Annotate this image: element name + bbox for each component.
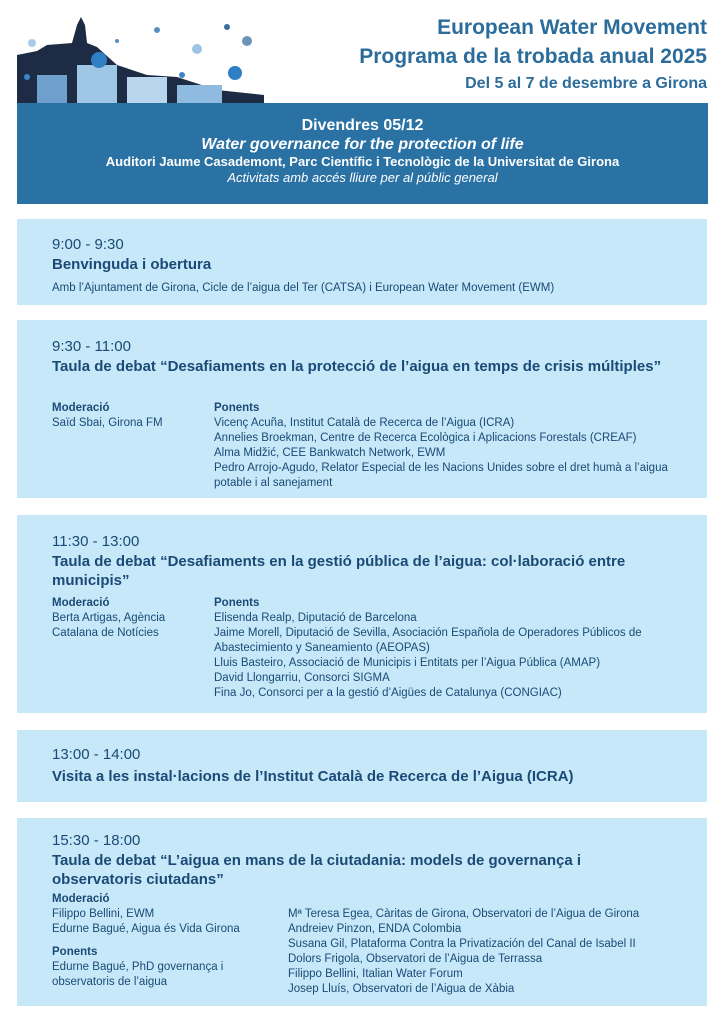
session-card xyxy=(17,730,707,802)
session-title: Taula de debat “Desafiaments en la protecció de l’aigua en temps de crisis múltiples” xyxy=(52,358,662,375)
speaker: Dolors Frigola, Observatori de l’Aigua de Terrassa xyxy=(288,953,543,965)
session-title: Taula de debat “Desafiaments en la gestió pública de l’aigua: col·laboració entre municipis” xyxy=(52,553,626,589)
speakers-label: Ponents xyxy=(214,597,260,609)
speaker: Fina Jo, Consorci per a la gestió d’Aigües de Catalunya (CONGIAC) xyxy=(214,687,562,699)
speaker: Andreiev Pinzon, ENDA Colombia xyxy=(288,923,462,935)
speaker: Annelies Broekman, Centre de Recerca Ecològica i Aplicacions Forestals (CREAF) xyxy=(214,432,637,444)
session-description: Amb l’Ajuntament de Girona, Cicle de l’aigua del Ter (CATSA) i European Water Movement (EWM) xyxy=(52,282,555,294)
session-time: 11:30 - 13:00 xyxy=(52,533,140,550)
moderator: Filippo Bellini, EWM xyxy=(52,908,155,920)
session-card xyxy=(17,515,707,713)
moderator: Edurne Bagué, Aigua és Vida Girona xyxy=(52,923,240,935)
speaker: David Llongarriu, Consorci SIGMA xyxy=(214,672,390,684)
access-note: Activitats amb accés lliure per al públic general xyxy=(227,169,498,185)
session-time: 9:00 - 9:30 xyxy=(52,236,124,253)
session-title: Visita a les instal·lacions de l’Institut Català de Recerca de l’Aigua (ICRA) xyxy=(52,768,574,785)
session-time: 13:00 - 14:00 xyxy=(52,746,141,763)
day-label: Divendres 05/12 xyxy=(301,117,424,134)
speakers-label: Ponents xyxy=(214,402,260,414)
speaker: Josep Lluís, Observatori de l’Aigua de Xàbia xyxy=(288,983,515,995)
speaker: Lluis Basteiro, Associació de Municipis i Entitats per l’Aigua Pública (AMAP) xyxy=(214,657,601,669)
moderator: Berta Artigas, Agència Catalana de Notícies xyxy=(52,612,166,639)
speaker: Alma Midžić, CEE Bankwatch Network, EWM xyxy=(214,447,446,459)
speaker: Vicenç Acuña, Institut Català de Recerca de l’Aigua (ICRA) xyxy=(214,417,515,429)
moderation-label: Moderació xyxy=(52,893,110,905)
speaker: Elisenda Realp, Diputació de Barcelona xyxy=(214,612,417,624)
moderation-label: Moderació xyxy=(52,597,110,609)
session-title: Benvinguda i obertura xyxy=(52,256,212,273)
session-title: Taula de debat “L’aigua en mans de la ciutadania: models de governança i observatoris ciutadans” xyxy=(52,852,582,888)
moderator: Saïd Sbai, Girona FM xyxy=(52,417,163,429)
session-card xyxy=(17,818,707,1006)
session-time: 15:30 - 18:00 xyxy=(52,832,141,849)
session-card xyxy=(17,320,707,498)
speaker: Susana Gil, Plataforma Contra la Privatización del Canal de Isabel II xyxy=(288,938,636,950)
speakers-label: Ponents xyxy=(52,946,98,958)
speaker: Mª Teresa Egea, Càritas de Girona, Observatori de l’Aigua de Girona xyxy=(288,908,640,920)
moderation-label: Moderació xyxy=(52,402,110,414)
day-banner xyxy=(17,103,708,204)
session-card xyxy=(17,219,707,305)
speaker: Pedro Arrojo-Agudo, Relator Especial de les Nacions Unides sobre el dret humà a l’aigua potable i al sanejament xyxy=(214,462,668,489)
org-title: European Water Movement xyxy=(437,16,707,39)
day-theme: Water governance for the protection of life xyxy=(201,136,524,154)
program-title: Programa de la trobada anual 2025 xyxy=(359,45,707,68)
speaker: Filippo Bellini, Italian Water Forum xyxy=(288,968,463,980)
speaker: Jaime Morell, Diputació de Sevilla, Asociación Española de Operadores Públicos de Abastecimiento y Saneamiento (AEOPAS) xyxy=(214,627,642,654)
girona-skyline-illustration xyxy=(17,15,264,103)
venue: Auditori Jaume Casademont, Parc Científic i Tecnològic de la Universitat de Girona xyxy=(105,154,620,170)
event-dates: Del 5 al 7 de desembre a Girona xyxy=(465,75,707,92)
session-time: 9:30 - 11:00 xyxy=(52,338,131,355)
speaker: Edurne Bagué, PhD governança i observatoris de l’aigua xyxy=(52,961,224,988)
